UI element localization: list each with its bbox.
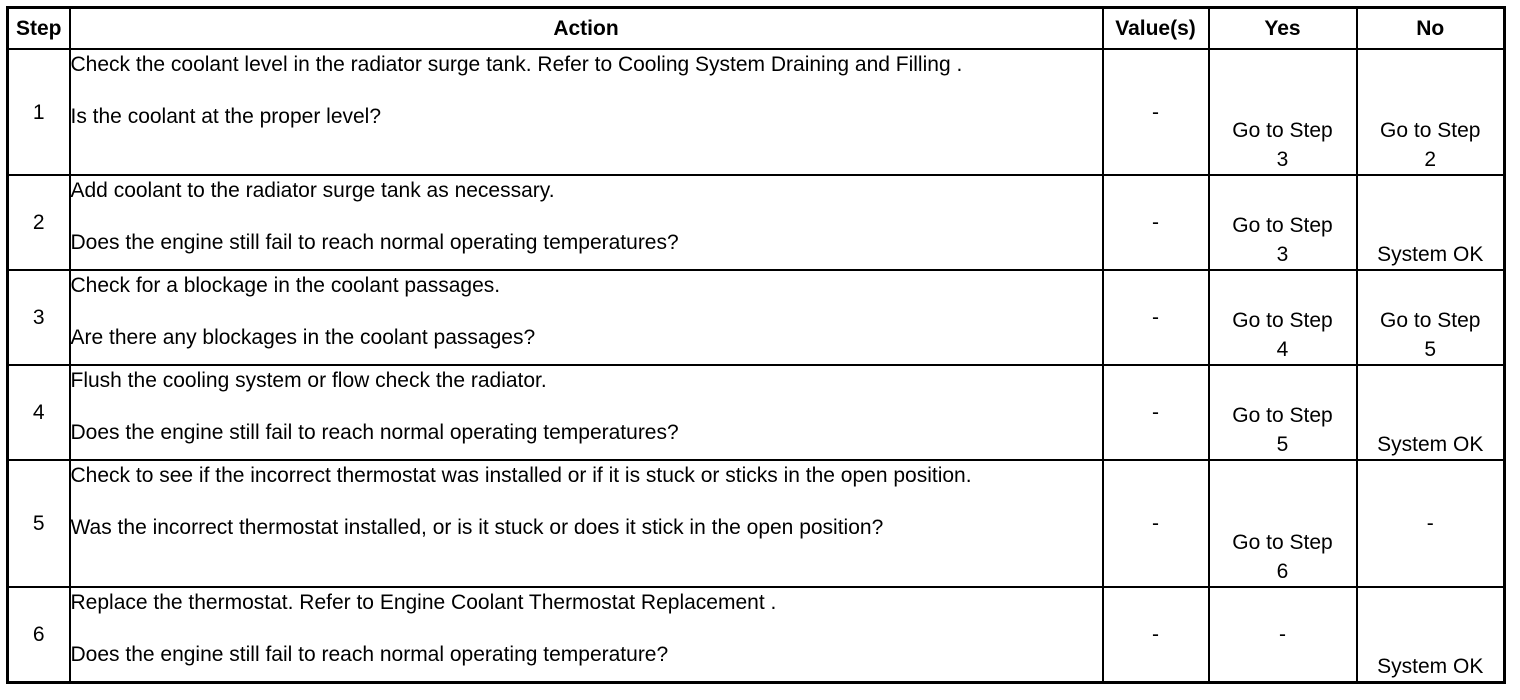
step-number: 6 xyxy=(8,587,70,683)
action-cell xyxy=(70,460,1103,587)
value-cell: - xyxy=(1103,587,1209,683)
action-question: Does the engine still fail to reach normal operating temperatures? xyxy=(70,231,679,254)
no-step-number: 5 xyxy=(1424,338,1437,361)
header-no: No xyxy=(1357,8,1505,50)
yes-step-number: 3 xyxy=(1276,243,1289,266)
table-row xyxy=(8,49,1505,175)
value-cell: - xyxy=(1103,270,1209,365)
action-cell xyxy=(70,365,1103,460)
step-number: 3 xyxy=(8,270,70,365)
step-number: 5 xyxy=(8,460,70,587)
action-cell xyxy=(70,270,1103,365)
no-cell xyxy=(1357,175,1505,270)
diagnostic-table-container xyxy=(6,6,1506,684)
action-instruction: Check for a blockage in the coolant passages. xyxy=(70,274,501,297)
action-question: Is the coolant at the proper level? xyxy=(70,105,382,128)
yes-line: Go to Step xyxy=(1232,309,1333,332)
header-values: Value(s) xyxy=(1103,8,1209,50)
table-row xyxy=(8,587,1505,683)
header-yes: Yes xyxy=(1209,8,1357,50)
header-action: Action xyxy=(70,8,1103,50)
yes-line: Go to Step xyxy=(1232,214,1333,237)
yes-line: Go to Step xyxy=(1232,404,1333,427)
no-line: - xyxy=(1426,512,1434,535)
yes-cell xyxy=(1209,587,1357,683)
action-cell xyxy=(70,587,1103,683)
yes-step-number: 6 xyxy=(1276,560,1289,583)
value-cell: - xyxy=(1103,175,1209,270)
yes-step-number: 5 xyxy=(1276,433,1289,456)
table-row xyxy=(8,460,1505,587)
no-line: System OK xyxy=(1377,243,1484,266)
no-cell xyxy=(1357,365,1505,460)
action-question: Does the engine still fail to reach normal operating temperatures? xyxy=(70,421,679,444)
no-cell xyxy=(1357,270,1505,365)
yes-line: Go to Step xyxy=(1232,119,1333,142)
no-cell xyxy=(1357,49,1505,175)
no-line: System OK xyxy=(1377,655,1484,678)
table-row xyxy=(8,270,1505,365)
action-instruction: Add coolant to the radiator surge tank as necessary. xyxy=(70,179,555,202)
step-number: 1 xyxy=(8,49,70,175)
step-number: 4 xyxy=(8,365,70,460)
yes-cell xyxy=(1209,49,1357,175)
action-question: Are there any blockages in the coolant passages? xyxy=(70,326,536,349)
header-row xyxy=(8,8,1505,50)
action-cell xyxy=(70,49,1103,175)
yes-line: - xyxy=(1279,623,1286,646)
action-instruction: Flush the cooling system or flow check the radiator. xyxy=(70,369,547,392)
diagnostic-table xyxy=(6,6,1506,684)
yes-step-number: 3 xyxy=(1276,148,1289,171)
yes-cell xyxy=(1209,460,1357,587)
table-row xyxy=(8,365,1505,460)
no-line: Go to Step xyxy=(1380,309,1481,332)
no-cell xyxy=(1357,587,1505,683)
action-question: Was the incorrect thermostat installed, or is it stuck or does it stick in the open position? xyxy=(70,516,884,539)
step-number: 2 xyxy=(8,175,70,270)
yes-step-number: 4 xyxy=(1276,338,1289,361)
action-instruction: Check the coolant level in the radiator surge tank. Refer to Cooling System Draining and Filling . xyxy=(70,53,963,76)
action-question: Does the engine still fail to reach normal operating temperature? xyxy=(70,643,669,666)
value-cell: - xyxy=(1103,365,1209,460)
action-instruction: Replace the thermostat. Refer to Engine Coolant Thermostat Replacement . xyxy=(70,591,777,614)
no-cell xyxy=(1357,460,1505,587)
action-cell xyxy=(70,175,1103,270)
yes-line: Go to Step xyxy=(1232,531,1333,554)
yes-cell xyxy=(1209,270,1357,365)
value-cell: - xyxy=(1103,460,1209,587)
action-instruction: Check to see if the incorrect thermostat was installed or if it is stuck or sticks in the open position. xyxy=(70,464,972,487)
table-row xyxy=(8,175,1505,270)
yes-cell xyxy=(1209,365,1357,460)
no-line: Go to Step xyxy=(1380,119,1481,142)
no-step-number: 2 xyxy=(1424,148,1437,171)
no-line: System OK xyxy=(1377,433,1484,456)
yes-cell xyxy=(1209,175,1357,270)
value-cell: - xyxy=(1103,49,1209,175)
header-step: Step xyxy=(8,8,70,50)
